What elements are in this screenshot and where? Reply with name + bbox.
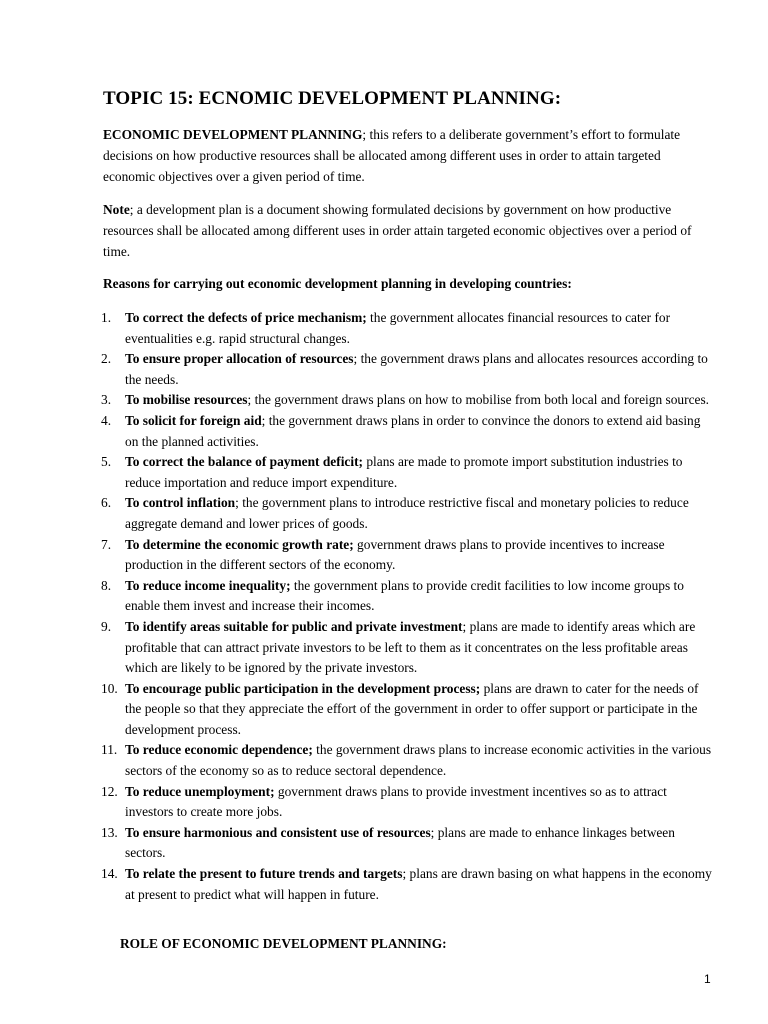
note-term: Note: [103, 202, 130, 217]
list-item-term: To mobilise resources: [125, 392, 248, 408]
list-item-number: 12.: [101, 783, 118, 799]
list-item-text: the government allocates financial resources to cater for eventualities e.g. rapid structural changes.: [125, 310, 671, 346]
list-item-text: ; the government plans to introduce restrictive fiscal and monetary policies to reduce aggregate demand and lower prices of goods.: [125, 495, 689, 531]
reasons-list: [103, 308, 713, 905]
page-number: 1: [704, 972, 711, 986]
list-item-number: 3.: [101, 392, 112, 408]
list-item-text: government draws plans to provide incentives to increase production in the different sectors of the economy.: [125, 536, 665, 573]
list-item-text: the government plans to provide credit facilities to low income groups to enable them invest and increase their incomes.: [125, 577, 684, 614]
list-item: [103, 493, 713, 534]
list-item-text: plans are made to promote import substitution industries to reduce importation and reduce import expenditure.: [125, 454, 683, 490]
list-item-term: To ensure proper allocation of resources: [125, 351, 354, 367]
list-item: [103, 679, 713, 741]
list-item-term: To encourage public participation in the development process;: [125, 680, 481, 696]
definition-term: ECONOMIC DEVELOPMENT PLANNING: [103, 127, 363, 142]
list-item-term: To correct the balance of payment deficit;: [125, 454, 364, 470]
page-title: TOPIC 15: ECNOMIC DEVELOPMENT PLANNING:: [103, 88, 562, 109]
list-item-text: plans are drawn to cater for the needs of the people so that they appreciate the effort of the government in order to offer support or participate in the development process.: [125, 680, 699, 737]
list-item-term: To reduce income inequality;: [125, 577, 291, 593]
list-item: [103, 576, 713, 617]
list-item: [103, 452, 713, 493]
list-item-number: 11.: [101, 742, 118, 758]
reasons-heading: [103, 273, 713, 294]
list-item-term: To relate the present to future trends and targets: [125, 866, 403, 882]
list-item-text: ; the government draws plans and allocates resources according to the needs.: [125, 351, 708, 387]
list-item: [103, 308, 713, 349]
list-item: [103, 782, 713, 823]
list-item: [103, 411, 713, 452]
list-item-text: ; plans are drawn basing on what happens in the economy at present to predict what will happen in future.: [125, 866, 712, 902]
list-item-text: government draws plans to provide investment incentives so as to attract investors to create more jobs.: [125, 783, 667, 820]
list-item-term: To reduce economic dependence;: [125, 742, 313, 758]
list-item-term: To identify areas suitable for public and private investment: [125, 618, 463, 634]
list-item-number: 2.: [101, 351, 112, 367]
list-item-number: 13.: [101, 824, 118, 840]
list-item-term: To correct the defects of price mechanism;: [125, 310, 367, 325]
list-item-term: To solicit for foreign aid: [125, 412, 262, 428]
list-item-number: 7.: [101, 536, 112, 552]
list-item: [103, 390, 713, 411]
list-item: [103, 823, 713, 864]
definition-text: ; this refers to a deliberate government’s effort to formulate decisions on how productive resources shall be allocated among different uses in order to attain targeted economic objectives over a given period of time.: [103, 127, 681, 184]
list-item: [103, 617, 713, 679]
note-paragraph: [103, 199, 713, 262]
list-item-term: To reduce unemployment;: [125, 783, 275, 799]
definition-paragraph: [103, 124, 713, 187]
list-item-term: To control inflation: [125, 495, 236, 511]
role-heading: ROLE OF ECONOMIC DEVELOPMENT PLANNING:: [120, 936, 447, 951]
list-item-number: 9.: [101, 618, 112, 634]
list-item-text: ; the government draws plans in order to convince the donors to extend aid basing on the planned activities.: [125, 412, 701, 449]
list-item: [103, 864, 713, 905]
list-item-number: 1.: [101, 310, 112, 325]
list-item-number: 6.: [101, 495, 112, 511]
list-item-number: 14.: [101, 866, 118, 882]
list-item-term: To ensure harmonious and consistent use of resources: [125, 824, 431, 840]
list-item-text: ; the government draws plans on how to mobilise from both local and foreign sources.: [247, 392, 710, 408]
list-item-number: 5.: [101, 454, 112, 470]
list-item-text: ; plans are made to enhance linkages between sectors.: [125, 824, 675, 861]
list-item-number: 10.: [101, 680, 118, 696]
reasons-heading-text: Reasons for carrying out economic development planning in developing countries:: [103, 276, 572, 291]
list-item-term: To determine the economic growth rate;: [125, 536, 354, 552]
list-item: [103, 740, 713, 781]
list-item: [103, 535, 713, 576]
list-item-number: 8.: [101, 577, 112, 593]
list-item-text: ; plans are made to identify areas which are profitable that can attract private investors to be left to them as it concentrates on the less profitable areas which are likely to be ignored by the private investors.: [125, 618, 696, 676]
note-text: ; a development plan is a document showing formulated decisions by government on how productive resources shall be allocated among different uses in order attain targeted economic objectives over a period of time.: [103, 202, 692, 259]
list-item-text: the government draws plans to increase economic activities in the various sectors of the economy so as to reduce sectoral dependence.: [125, 742, 712, 779]
list-item: [103, 349, 713, 390]
list-item-number: 4.: [101, 412, 112, 428]
